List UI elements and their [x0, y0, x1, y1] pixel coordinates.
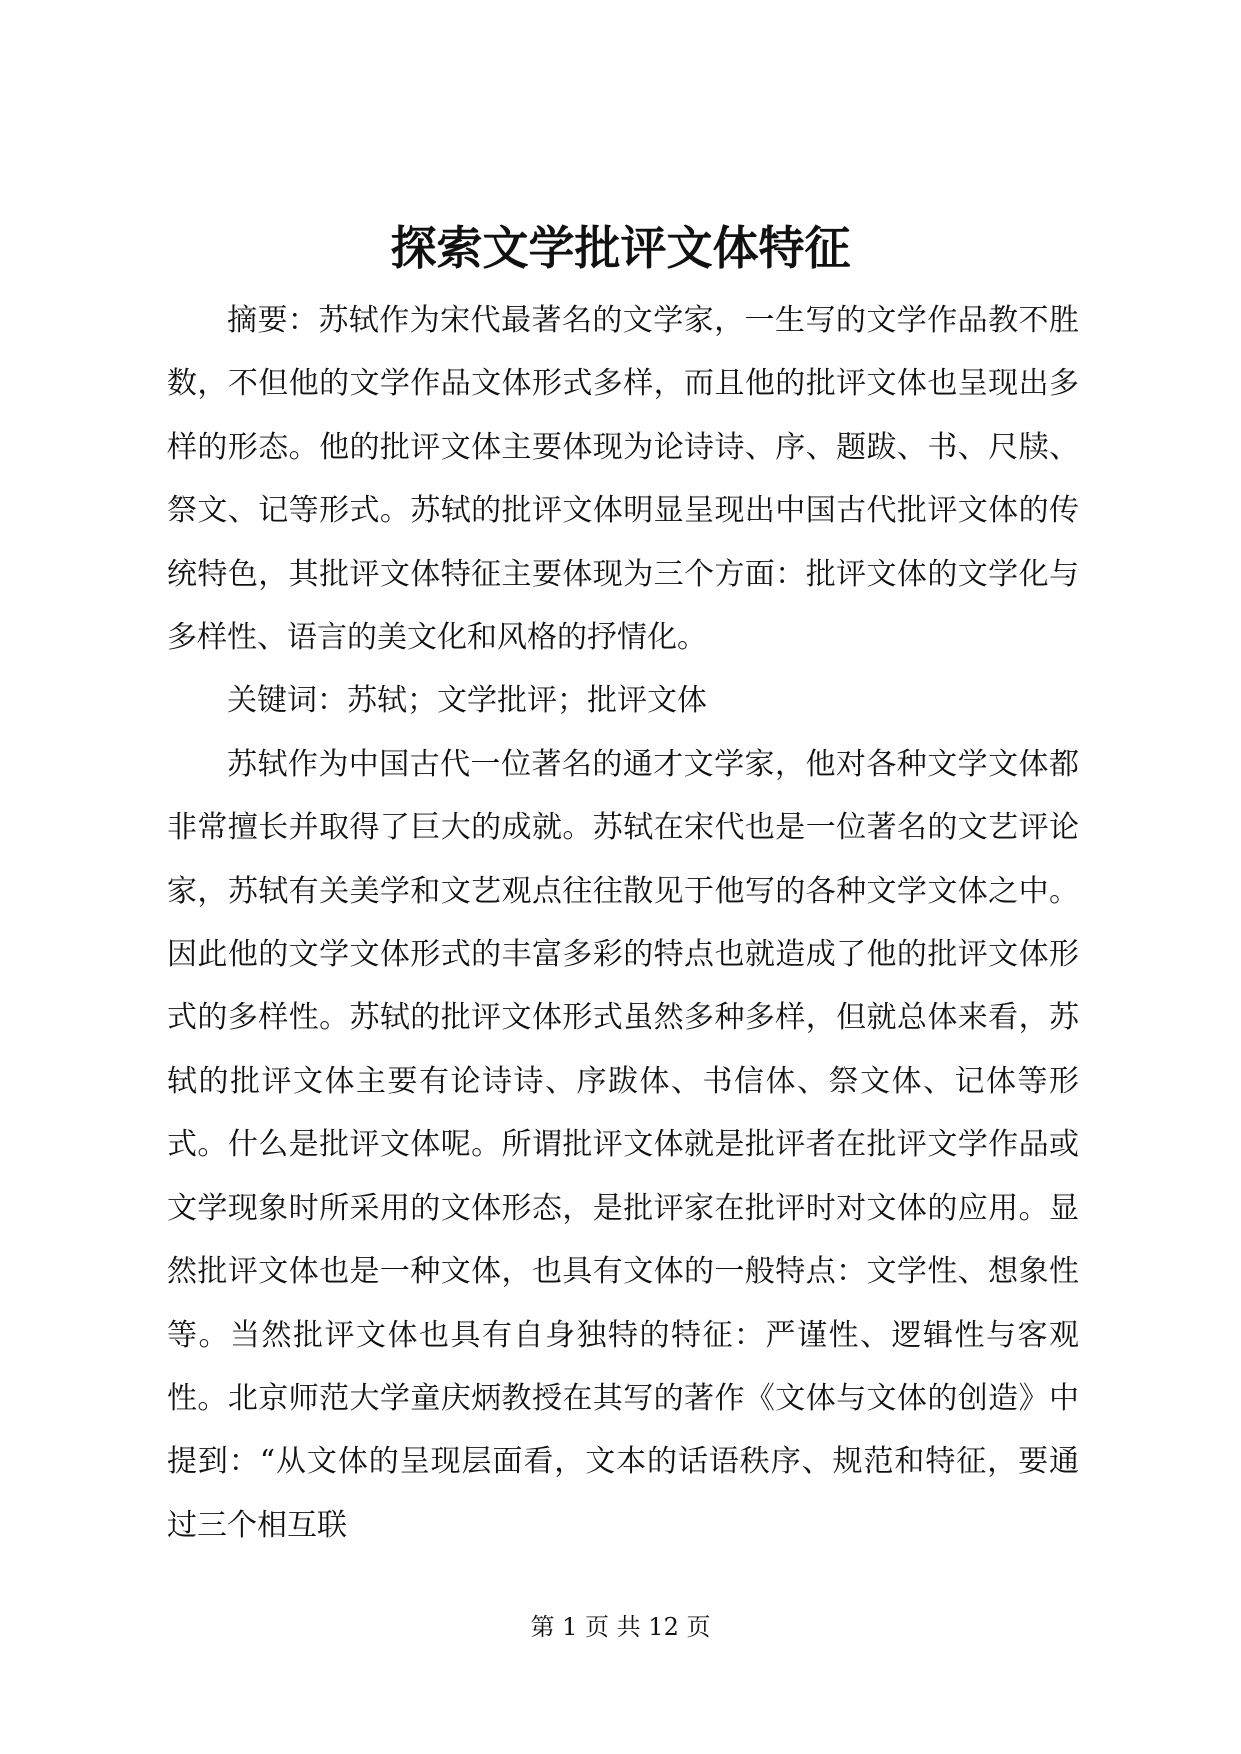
document-title: 探索文学批评文体特征	[390, 221, 851, 275]
body-paragraph: 苏轼作为中国古代一位著名的通才文学家，他对各种文学文体都非常擅长并取得了巨大的成就。苏轼在宋代也是一位著名的文艺评论家，苏轼有关美学和文艺观点往往散见于他写的各种文学文体之中。因此他的文学文体形式的丰富多彩的特点也就造成了他的批评文体形式的多样性。苏轼的批评文体形式虽然多种多样，但就总体来看，苏轼的批评文体主要有论诗诗、序跋体、书信体、祭文体、记体等形式。什么是批评文体呢。所谓批评文体就是批评者在批评文学作品或文学现象时所采用的文体形态，是批评家在批评时对文体的应用。显然批评文体也是一种文体，也具有文体的一般特点：文学性、想象性等。当然批评文体也具有自身独特的特征：严谨性、逻辑性与客观性。北京师范大学童庆炳教授在其写的著作《文体与文体的创造》中提到：“从文体的呈现层面看，文本的话语秩序、规范和特征，要通过三个相互联	[167, 746, 1079, 1543]
document-body	[167, 289, 1079, 1557]
page-footer: 第 1 页 共 12 页	[530, 1613, 711, 1641]
keywords-paragraph: 关键词：苏轼；文学批评；批评文体	[227, 683, 707, 719]
abstract-paragraph: 摘要：苏轼作为宋代最著名的文学家，一生写的文学作品教不胜数，不但他的文学作品文体形式多样，而且他的批评文体也呈现出多样的形态。他的批评文体主要体现为论诗诗、序、题跋、书、尺牍、祭文、记等形式。苏轼的批评文体明显呈现出中国古代批评文体的传统特色，其批评文体特征主要体现为三个方面：批评文体的文学化与多样性、语言的美文化和风格的抒情化。	[167, 303, 1079, 656]
